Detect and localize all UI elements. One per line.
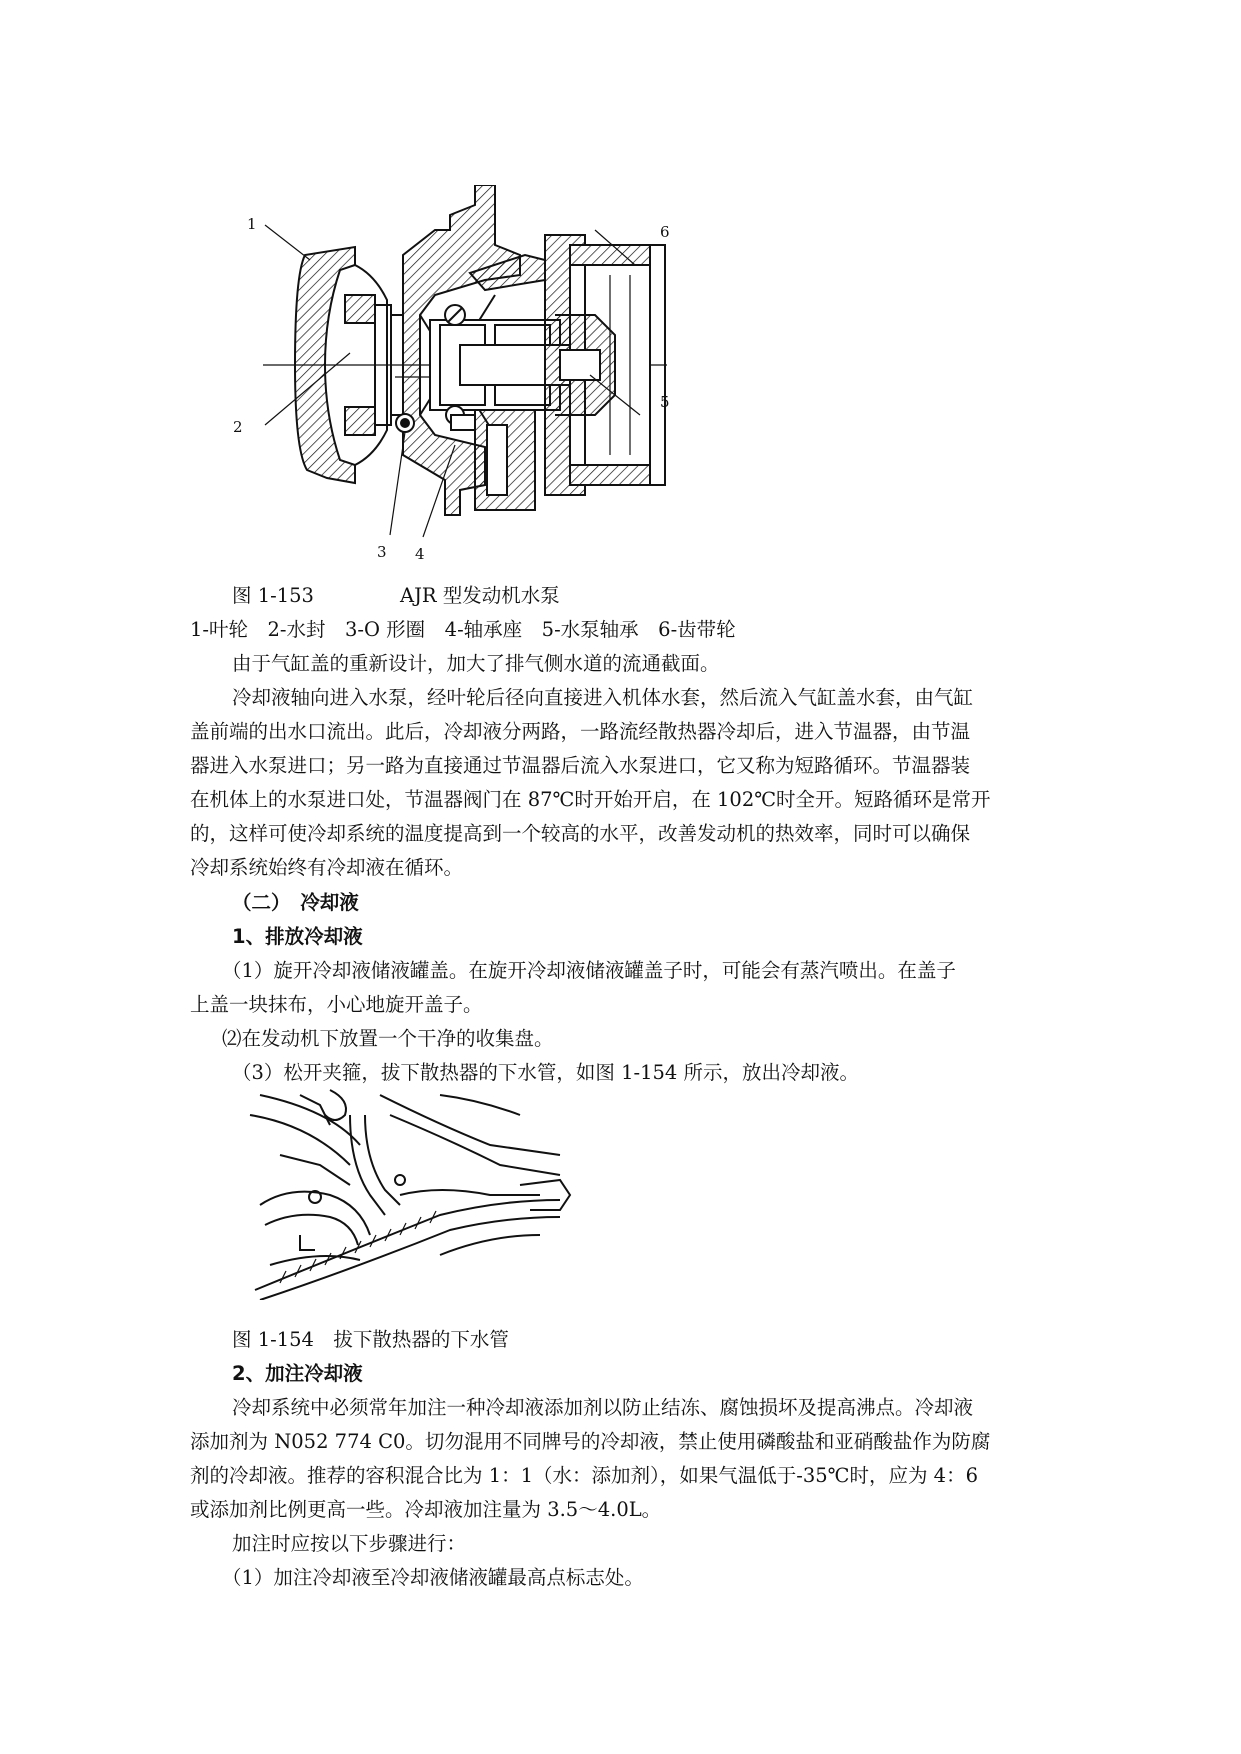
figure2-caption: 图 1-154 拔下散热器的下水管 [232, 1328, 509, 1351]
paragraph-line: 在机体上的水泵进口处，节温器阀门在 87℃时开始开启，在 102℃时全开。短路循环是常开 [190, 788, 991, 811]
callout-6: 6 [660, 223, 670, 241]
paragraph-coolant-additive [190, 1391, 1052, 1527]
water-pump-figure [233, 185, 675, 565]
figure1-caption-number: 图 1-153 [232, 584, 314, 607]
callout-5: 5 [660, 393, 670, 411]
drain-step-2 [190, 1022, 1052, 1056]
fill-step-1 [190, 1561, 1052, 1595]
paragraph-line: 或添加剂比例更高一些。冷却液加注量为 3.5～4.0L。 [190, 1498, 662, 1521]
paragraph-fill-steps-intro [190, 1527, 1052, 1561]
section-heading-coolant: （二） 冷却液 [232, 891, 359, 914]
paragraph-line: 加注时应按以下步骤进行： [232, 1532, 467, 1555]
paragraph-line: （1）加注冷却液至冷却液储液罐最高点标志处。 [222, 1566, 644, 1589]
paragraph-coolant-flow [190, 681, 1052, 885]
paragraph-line: （1）旋开冷却液储液罐盖。在旋开冷却液储液罐盖子时，可能会有蒸汽喷出。在盖子 [222, 959, 956, 982]
paragraph-line: 盖前端的出水口流出。此后，冷却液分两路，一路流经散热器冷却后，进入节温器，由节温 [190, 720, 971, 743]
drain-step-1 [190, 954, 1052, 1022]
callout-4: 4 [415, 545, 425, 563]
paragraph-exhaust-channel [190, 647, 1052, 681]
callout-3: 3 [377, 543, 387, 561]
paragraph-line: 上盖一块抹布，小心地旋开盖子。 [190, 993, 483, 1016]
callout-2: 2 [233, 418, 243, 436]
radiator-hose-drawing [240, 1085, 580, 1300]
paragraph-line: （3）松开夹箍，拔下散热器的下水管，如图 1-154 所示，放出冷却液。 [232, 1061, 860, 1084]
subheading-drain-coolant: 1、排放冷却液 [232, 925, 363, 948]
callout-1: 1 [247, 215, 257, 233]
paragraph-line: 冷却液轴向进入水泵，经叶轮后径向直接进入机体水套，然后流入气缸盖水套，由气缸 [232, 686, 974, 709]
water-pump-drawing [255, 185, 675, 565]
paragraph-line: 剂的冷却液。推荐的容积混合比为 1：1（水：添加剂），如果气温低于-35℃时，应为 4：6 [190, 1464, 978, 1487]
paragraph-line: 由于气缸盖的重新设计，加大了排气侧水道的流通截面。 [232, 652, 720, 675]
paragraph-line: 冷却系统始终有冷却液在循环。 [190, 856, 464, 879]
paragraph-line: ⑵在发动机下放置一个干净的收集盘。 [222, 1027, 554, 1050]
paragraph-line: 冷却系统中必须常年加注一种冷却液添加剂以防止结冻、腐蚀损坏及提高沸点。冷却液 [232, 1396, 974, 1419]
paragraph-line: 器进入水泵进口；另一路为直接通过节温器后流入水泵进口，它又称为短路循环。节温器装 [190, 754, 971, 777]
paragraph-line: 添加剂为 N052 774 C0。切勿混用不同牌号的冷却液，禁止使用磷酸盐和亚硝酸盐作为防腐 [190, 1430, 991, 1453]
figure1-legend: 1-叶轮 2-水封 3-O 形圈 4-轴承座 5-水泵轴承 6-齿带轮 [190, 618, 736, 641]
subheading-fill-coolant: 2、加注冷却液 [232, 1362, 363, 1385]
radiator-hose-figure [240, 1085, 580, 1300]
paragraph-line: 的，这样可使冷却系统的温度提高到一个较高的水平，改善发动机的热效率，同时可以确保 [190, 822, 971, 845]
figure1-caption-title: AJR 型发动机水泵 [400, 584, 560, 607]
